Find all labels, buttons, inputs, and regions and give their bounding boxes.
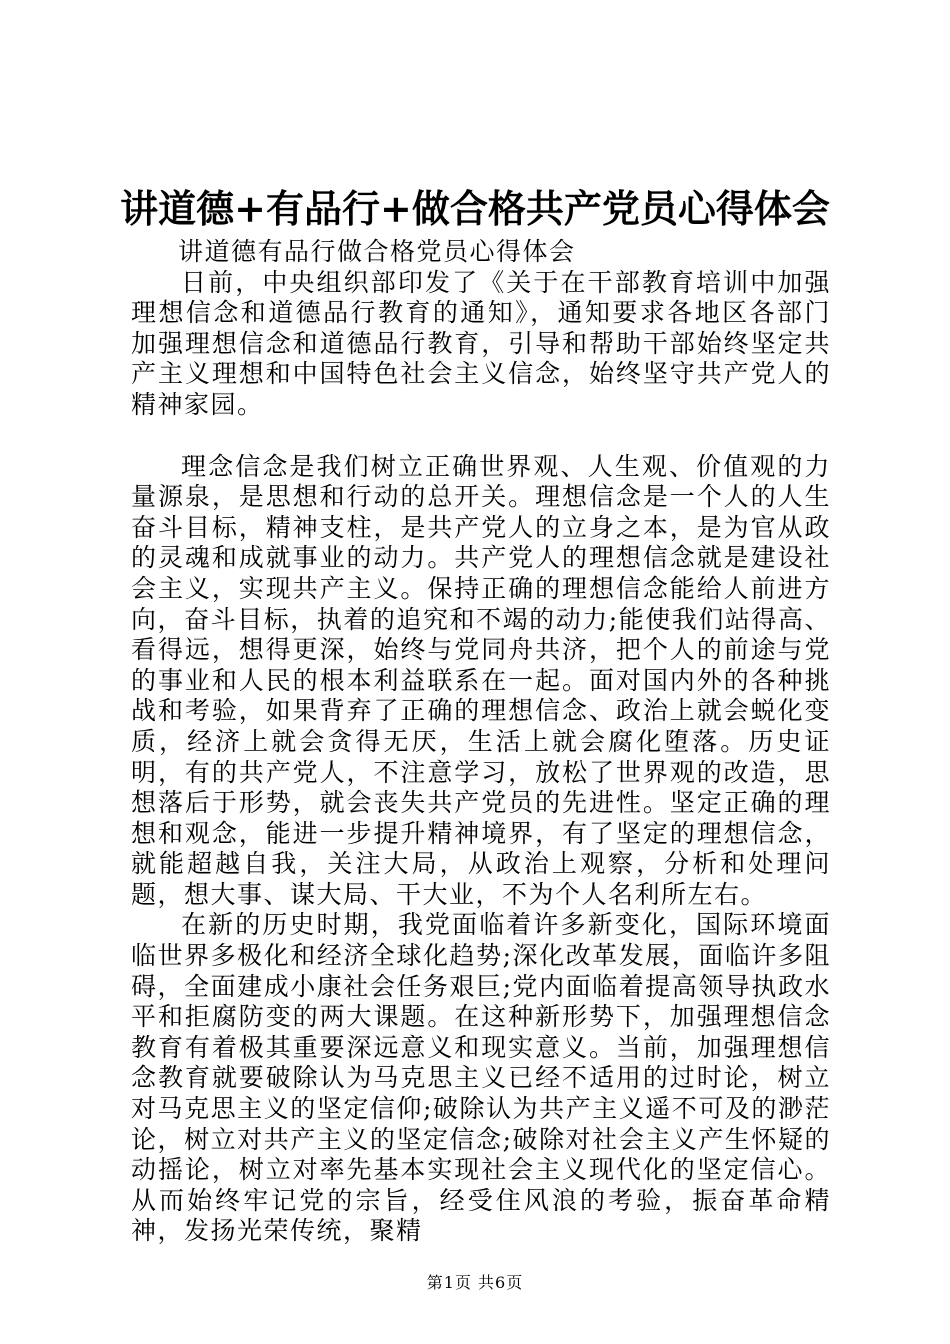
document-body <box>131 237 831 1247</box>
paragraph-spacer <box>131 421 831 452</box>
paragraph-2: 理念信念是我们树立正确世界观、人生观、价值观的力量源泉，是思想和行动的总开关。理想信念是一个人的人生奋斗目标，精神支柱，是共产党人的立身之本，是为官从政的灵魂和成就事业的动力。共产党人的理想信念就是建设社会主义，实现共产主义。保持正确的理想信念能给人前进方向，奋斗目标，执着的追究和不竭的动力;能使我们站得高、看得远，想得更深，始终与党同舟共济，把个人的前途与党的事业和人民的根本利益联系在一起。面对国内外的各种挑战和考验，如果背弃了正确的理想信念、政治上就会蜕化变质，经济上就会贪得无厌，生活上就会腐化堕落。历史证明，有的共产党人，不注意学习，放松了世界观的改造，思想落后于形势，就会丧失共产党员的先进性。坚定正确的理想和观念，能进一步提升精神境界，有了坚定的理想信念，就能超越自我，关注大局，从政治上观察，分析和处理问题，想大事、谋大局、干大业，不为个人名利所左右。 <box>131 451 831 909</box>
document-subtitle: 讲道德有品行做合格党员心得体会 <box>178 237 576 266</box>
document-title: 讲道德+有品行+做合格共产党员心得体会 <box>120 186 830 231</box>
paragraph-3: 在新的历史时期，我党面临着许多新变化，国际环境面临世界多极化和经济全球化趋势;深化改革发展，面临许多阻碍，全面建成小康社会任务艰巨;党内面临着提高领导执政水平和拒腐防变的两大课题。在这种新形势下，加强理想信念教育有着极其重要深远意义和现实意义。当前，加强理想信念教育就要破除认为马克思主义已经不适用的过时论，树立对马克思主义的坚定信仰;破除认为共产主义遥不可及的渺茫论，树立对共产主义的坚定信念;破除对社会主义产生怀疑的动摇论，树立对率先基本实现社会主义现代化的坚定信心。从而始终牢记党的宗旨，经受住风浪的考验，振奋革命精神，发扬光荣传统，聚精 <box>131 910 831 1246</box>
paragraph-1: 日前，中央组织部印发了《关于在干部教育培训中加强理想信念和道德品行教育的通知》，通知要求各地区各部门加强理想信念和道德品行教育，引导和帮助干部始终坚定共产主义理想和中国特色社会主义信念，始终坚守共产党人的精神家园。 <box>131 267 831 419</box>
page-number-footer: 第1页 共6页 <box>426 1273 524 1292</box>
